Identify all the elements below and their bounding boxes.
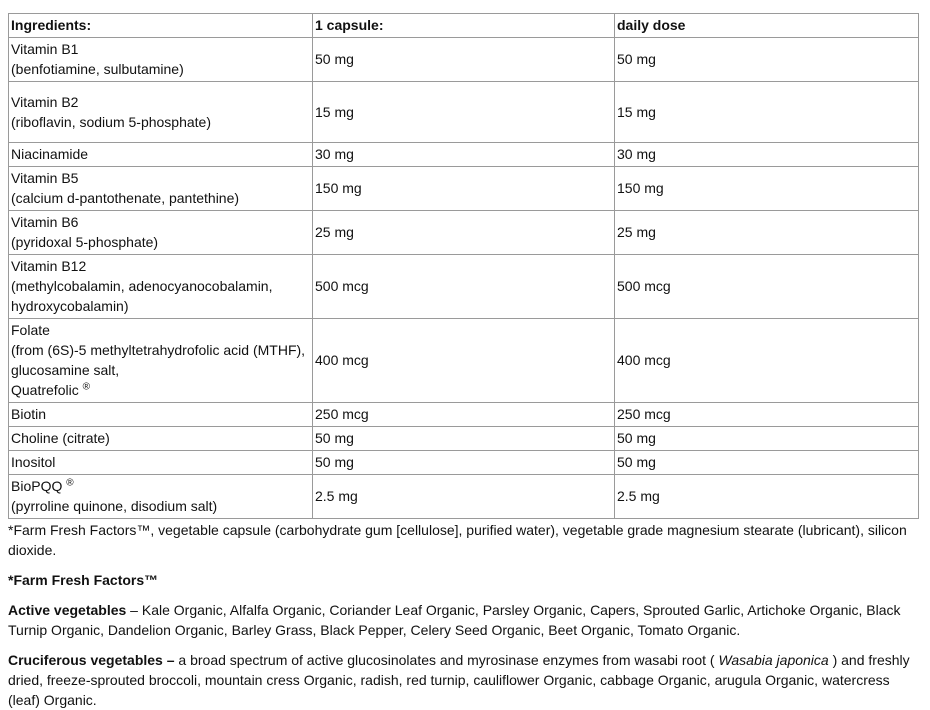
ingredient-line: glucosamine salt, bbox=[11, 362, 120, 378]
ingredient-name bbox=[9, 451, 313, 475]
active-vegetables-text: – Kale Organic, Alfalfa Organic, Coriander Leaf Organic, Parsley Organic, Capers, Sprouted Garlic, Artichoke Organic, Black Turnip Organic, Dandelion Organic, Barley Grass, Black Pepper, Celery Seed Organic, Beet Organic, Tomato Organic. bbox=[8, 602, 901, 638]
wasabia-japonica-italic: Wasabia japonica bbox=[718, 652, 829, 668]
ingredient-line: (methylcobalamin, adenocyanocobalamin, bbox=[11, 278, 273, 294]
capsule-amount: 250 mcg bbox=[313, 403, 615, 427]
header-daily-dose: daily dose bbox=[615, 14, 919, 38]
ingredients-table bbox=[8, 13, 919, 519]
table-row bbox=[9, 143, 919, 167]
capsule-amount: 400 mcg bbox=[313, 319, 615, 403]
ingredient-line bbox=[11, 380, 310, 400]
ingredient-line: Folate bbox=[11, 322, 50, 338]
capsule-amount: 50 mg bbox=[313, 427, 615, 451]
ingredient-line: Vitamin B1 bbox=[11, 41, 79, 57]
ingredient-name bbox=[9, 475, 313, 519]
ingredient-line: (pyrroline quinone, disodium salt) bbox=[11, 498, 218, 514]
daily-amount: 30 mg bbox=[615, 143, 919, 167]
table-row bbox=[9, 255, 919, 319]
ingredient-line: Biotin bbox=[11, 406, 47, 422]
table-row bbox=[9, 403, 919, 427]
daily-amount: 250 mcg bbox=[615, 403, 919, 427]
ingredient-name bbox=[9, 403, 313, 427]
table-row bbox=[9, 38, 919, 82]
table-row bbox=[9, 475, 919, 519]
ingredient-name bbox=[9, 427, 313, 451]
ingredient-line: Inositol bbox=[11, 454, 56, 470]
ingredient-line: (benfotiamine, sulbutamine) bbox=[11, 61, 184, 77]
other-ingredients-note: *Farm Fresh Factors™, vegetable capsule (carbohydrate gum [cellulose], purified water), vegetable grade magnesium stearate (lubricant), silicon dioxide. bbox=[8, 522, 907, 558]
daily-amount: 2.5 mg bbox=[615, 475, 919, 519]
table-row bbox=[9, 211, 919, 255]
registered-mark: ® bbox=[82, 381, 90, 393]
registered-mark: ® bbox=[66, 477, 74, 489]
ingredient-line: (pyridoxal 5-phosphate) bbox=[11, 234, 159, 250]
daily-amount: 15 mg bbox=[615, 82, 919, 143]
cruciferous-vegetables-label: Cruciferous vegetables – bbox=[8, 652, 175, 668]
ingredient-line: (riboflavin, sodium 5-phosphate) bbox=[11, 113, 211, 130]
ingredient-line-text: Quatrefolic bbox=[11, 382, 79, 398]
capsule-amount: 25 mg bbox=[313, 211, 615, 255]
table-row bbox=[9, 427, 919, 451]
daily-amount: 25 mg bbox=[615, 211, 919, 255]
capsule-amount: 15 mg bbox=[313, 82, 615, 143]
daily-amount: 50 mg bbox=[615, 38, 919, 82]
ingredient-line: hydroxycobalamin) bbox=[11, 298, 129, 314]
ingredient-line: Vitamin B6 bbox=[11, 214, 79, 230]
daily-amount: 150 mg bbox=[615, 167, 919, 211]
table-row bbox=[9, 82, 919, 143]
farm-fresh-factors-title: *Farm Fresh Factors™ bbox=[8, 572, 159, 588]
daily-amount: 500 mcg bbox=[615, 255, 919, 319]
ingredient-line: Vitamin B5 bbox=[11, 170, 79, 186]
ingredient-line: Vitamin B12 bbox=[11, 258, 87, 274]
ingredient-name bbox=[9, 211, 313, 255]
ingredient-name bbox=[9, 143, 313, 167]
ingredient-name bbox=[9, 38, 313, 82]
capsule-amount: 2.5 mg bbox=[313, 475, 615, 519]
ingredient-line-text: BioPQQ bbox=[11, 478, 63, 494]
ingredient-name bbox=[9, 82, 313, 143]
cruciferous-text-part-1: a broad spectrum of active glucosinolates and myrosinase enzymes from wasabi root ( bbox=[174, 652, 719, 668]
ingredient-name bbox=[9, 255, 313, 319]
daily-amount: 50 mg bbox=[615, 427, 919, 451]
table-row bbox=[9, 319, 919, 403]
capsule-amount: 500 mcg bbox=[313, 255, 615, 319]
ingredient-line: (from (6S)-5 methyltetrahydrofolic acid (MTHF), bbox=[11, 342, 306, 358]
ingredient-line: Niacinamide bbox=[11, 146, 89, 162]
ingredient-line bbox=[11, 476, 310, 496]
table-row bbox=[9, 167, 919, 211]
table-row bbox=[9, 451, 919, 475]
daily-amount: 50 mg bbox=[615, 451, 919, 475]
capsule-amount: 30 mg bbox=[313, 143, 615, 167]
page-content bbox=[8, 13, 918, 710]
active-vegetables-label: Active vegetables bbox=[8, 602, 127, 618]
ingredient-name bbox=[9, 167, 313, 211]
ingredient-line: Choline (citrate) bbox=[11, 430, 110, 446]
daily-amount: 400 mcg bbox=[615, 319, 919, 403]
ingredient-name bbox=[9, 319, 313, 403]
header-ingredients: Ingredients: bbox=[9, 14, 313, 38]
cruciferous-text-part-2: ) and freshly dried, freeze-sprouted broccoli, mountain cress Organic, radish, red turnip, cauliflower Organic, cabbage Organic, arugula Organic, watercress (leaf) Organic. bbox=[8, 652, 910, 708]
table-header-row bbox=[9, 14, 919, 38]
ingredient-line: (calcium d-pantothenate, pantethine) bbox=[11, 190, 240, 206]
capsule-amount: 50 mg bbox=[313, 451, 615, 475]
ingredient-line: Vitamin B2 bbox=[11, 93, 79, 110]
capsule-amount: 50 mg bbox=[313, 38, 615, 82]
header-capsule: 1 capsule: bbox=[313, 14, 615, 38]
capsule-amount: 150 mg bbox=[313, 167, 615, 211]
cruciferous-vegetables-paragraph bbox=[8, 650, 918, 710]
active-vegetables-paragraph bbox=[8, 600, 918, 640]
